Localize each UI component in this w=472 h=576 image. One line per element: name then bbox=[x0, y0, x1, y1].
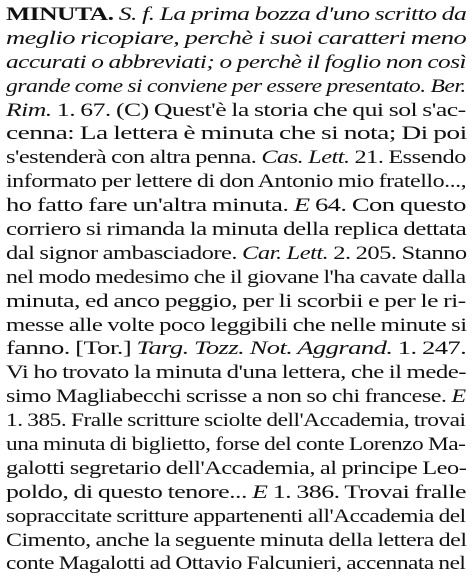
text-line bbox=[6, 505, 472, 529]
text-line bbox=[6, 337, 472, 361]
text-line bbox=[6, 552, 472, 576]
text-line bbox=[6, 51, 472, 75]
body-text: 21. Essendo bbox=[349, 147, 466, 169]
body-text: nel modo medesimo che il giovane l'ha cavate dalla bbox=[6, 266, 466, 288]
text-line bbox=[6, 314, 472, 338]
text-line bbox=[6, 242, 472, 266]
body-text: 1. 67. (C) Quest'è la storia che qui sol s'ac- bbox=[51, 99, 466, 121]
body-text: corriero si rimanda la minuta della replica dettata bbox=[6, 219, 467, 241]
body-text: dal signor ambasciadore. bbox=[6, 242, 243, 264]
text-line bbox=[6, 146, 472, 170]
text-line bbox=[6, 361, 472, 385]
text-line bbox=[6, 290, 472, 314]
italic-text: meglio ricopiare, perchè i suoi caratteri meno bbox=[6, 27, 467, 49]
text-line bbox=[6, 218, 472, 242]
text-line bbox=[6, 99, 472, 123]
body-text: 2. 205. Stanno bbox=[328, 242, 467, 264]
text-line bbox=[6, 457, 472, 481]
body-text: 64. Con questo bbox=[309, 195, 466, 217]
body-text: poldo, di questo tenore... bbox=[6, 481, 253, 503]
body-text: fanno. [Tor.] bbox=[6, 338, 137, 360]
body-text: simo Magliabecchi scrisse a non so chi francese. bbox=[6, 386, 452, 408]
body-text: informato per lettere di don Antonio mio fratello..., bbox=[6, 171, 467, 193]
body-text: s'estenderà con altra penna. bbox=[6, 147, 262, 169]
text-line bbox=[6, 409, 472, 433]
dictionary-entry bbox=[6, 3, 466, 576]
italic-text: Rim. bbox=[6, 99, 52, 121]
text-line bbox=[6, 529, 472, 553]
text-line bbox=[6, 194, 472, 218]
text-line bbox=[6, 3, 472, 27]
text-line bbox=[6, 433, 472, 457]
italic-text: S. f. La prima bozza d'uno scritto da bbox=[113, 4, 467, 25]
text-line bbox=[6, 122, 472, 146]
italic-text: Targ. Tozz. Not. Aggrand. bbox=[136, 338, 393, 360]
body-text: conte Magalotti ad Ottavio Falcunieri, accennata nel bbox=[6, 553, 466, 575]
headword: MINUTA. bbox=[6, 4, 114, 25]
text-line bbox=[6, 481, 472, 505]
italic-text: grande come si conviene per essere presentato. Ber. bbox=[6, 75, 466, 97]
italic-text: E bbox=[293, 195, 310, 217]
text-line bbox=[6, 170, 472, 194]
text-line bbox=[6, 75, 472, 99]
body-text: Cimento, anche la seguente minuta della lettera del bbox=[6, 529, 467, 551]
italic-text: Cas. Lett. bbox=[261, 147, 350, 169]
italic-text: E bbox=[252, 481, 268, 503]
body-text: sopraccitate scritture appartenenti all'Accademia del bbox=[6, 505, 466, 527]
body-text: cenna: La lettera è minuta che si nota; Di poi bbox=[6, 123, 467, 145]
italic-text: Car. Lett. bbox=[242, 242, 329, 264]
text-line bbox=[6, 27, 472, 51]
italic-text: accurati o abbreviati; o perchè il foglio non così bbox=[6, 51, 467, 73]
body-text: Vi ho trovato la minuta d'una lettera, che il mede- bbox=[6, 362, 466, 384]
body-text: una minuta di biglietto, forse del conte Lorenzo Ma- bbox=[6, 434, 466, 456]
text-line bbox=[6, 266, 472, 290]
body-text: 1. 247. bbox=[392, 338, 467, 360]
body-text: minuta, ed anco peggio, per li scorbii e per le ri- bbox=[6, 290, 466, 312]
italic-text: E bbox=[451, 386, 466, 408]
body-text: galotti segretario dell'Accademia, al principe Leo- bbox=[6, 457, 467, 479]
body-text: ho fatto fare un'altra minuta. bbox=[6, 195, 294, 217]
body-text: 1. 385. Fralle scritture sciolte dell'Accademia, trovai bbox=[6, 410, 466, 432]
body-text: 1. 386. Trovai fralle bbox=[267, 481, 466, 503]
body-text: messe alle volte poco leggibili che nelle minute si bbox=[6, 314, 467, 336]
text-line bbox=[6, 385, 472, 409]
